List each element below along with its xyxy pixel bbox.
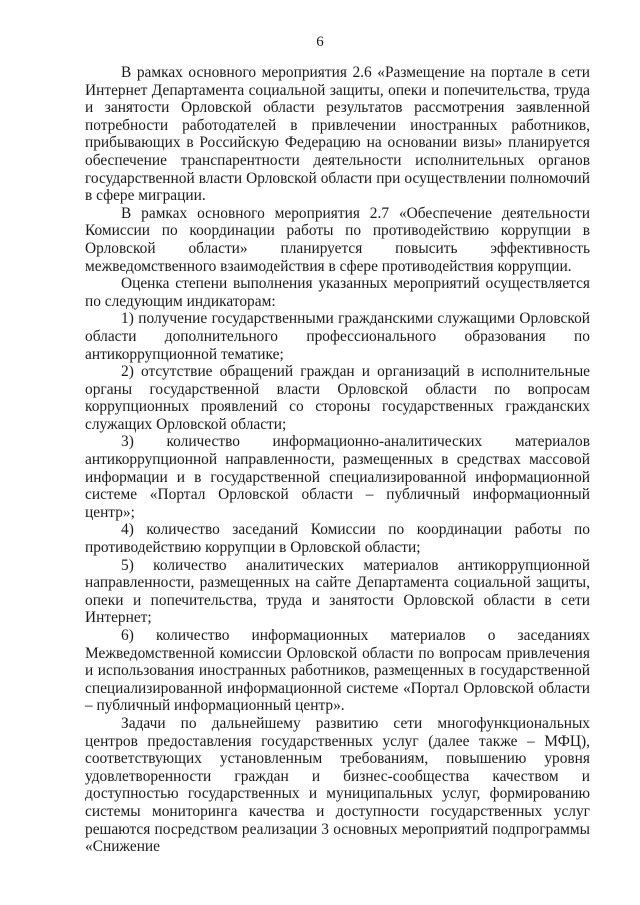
paragraph-mfc-tasks: Задачи по дальнейшему развитию сети многофункциональных центров предоставления государственных услуг (далее также – МФЦ), соответствующих установленным требованиям, повышению уровня удовлетворенности граждан и бизнес-сообщества качеством и доступностью государственных и муниципальных услуг, формированию системы мониторинга качества и доступности государственных услуг решаются посредством реализации 3 основных мероприятий подпрограммы «Снижение — [85, 714, 590, 856]
paragraph-measure-2-7: В рамках основного мероприятия 2.7 «Обеспечение деятельности Комиссии по координации работы по противодействию коррупции в Орловской области» планируется повысить эффективность межведомственного взаимодействия в сфере противодействия коррупции. — [85, 204, 590, 275]
paragraph-measure-2-6: В рамках основного мероприятия 2.6 «Размещение на портале в сети Интернет Департамента социальной защиты, опеки и попечительства, труда и занятости Орловской области результатов рассмотрения заявленной потребности работодателей в привлечении иностранных работников, прибывающих в Российскую Федерацию на основании визы» планируется обеспечение транспарентности деятельности исполнительных органов государственной власти Орловской области при осуществлении полномочий в сфере миграции. — [85, 64, 590, 205]
document-body — [85, 64, 590, 856]
page-number: 6 — [316, 34, 324, 50]
indicator-item-5: 5) количество аналитических материалов антикоррупционной направленности, размещенных на сайте Департамента социальной защиты, опеки и попечительства, труда и занятости Орловской области в сети Интернет; — [85, 556, 590, 627]
indicator-item-2: 2) отсутствие обращений граждан и организаций в исполнительные органы государственной власти Орловской области по вопросам коррупционных проявлений со стороны государственных гражданских служащих Орловской области; — [85, 363, 590, 433]
paragraph-indicators-intro: Оценка степени выполнения указанных мероприятий осуществляется по следующим индикаторам: — [85, 275, 590, 310]
indicator-item-6: 6) количество информационных материалов о заседаниях Межведомственной комиссии Орловской области по вопросам привлечения и использования иностранных работников, размещенных в государственной специализированной информационной системе «Портал Орловской области – публичный информационный центр». — [85, 627, 590, 715]
indicator-item-3: 3) количество информационно-аналитических материалов антикоррупционной направленности, размещенных в средствах массовой информации и в государственной специализированной информационной системе «Портал Орловской области – публичный информационный центр»; — [85, 433, 590, 521]
indicator-item-4: 4) количество заседаний Комиссии по координации работы по противодействию коррупции в Орловской области; — [85, 521, 590, 557]
indicator-item-1: 1) получение государственными гражданскими служащими Орловской области дополнительного профессионального образования по антикоррупционной тематике; — [85, 310, 590, 363]
